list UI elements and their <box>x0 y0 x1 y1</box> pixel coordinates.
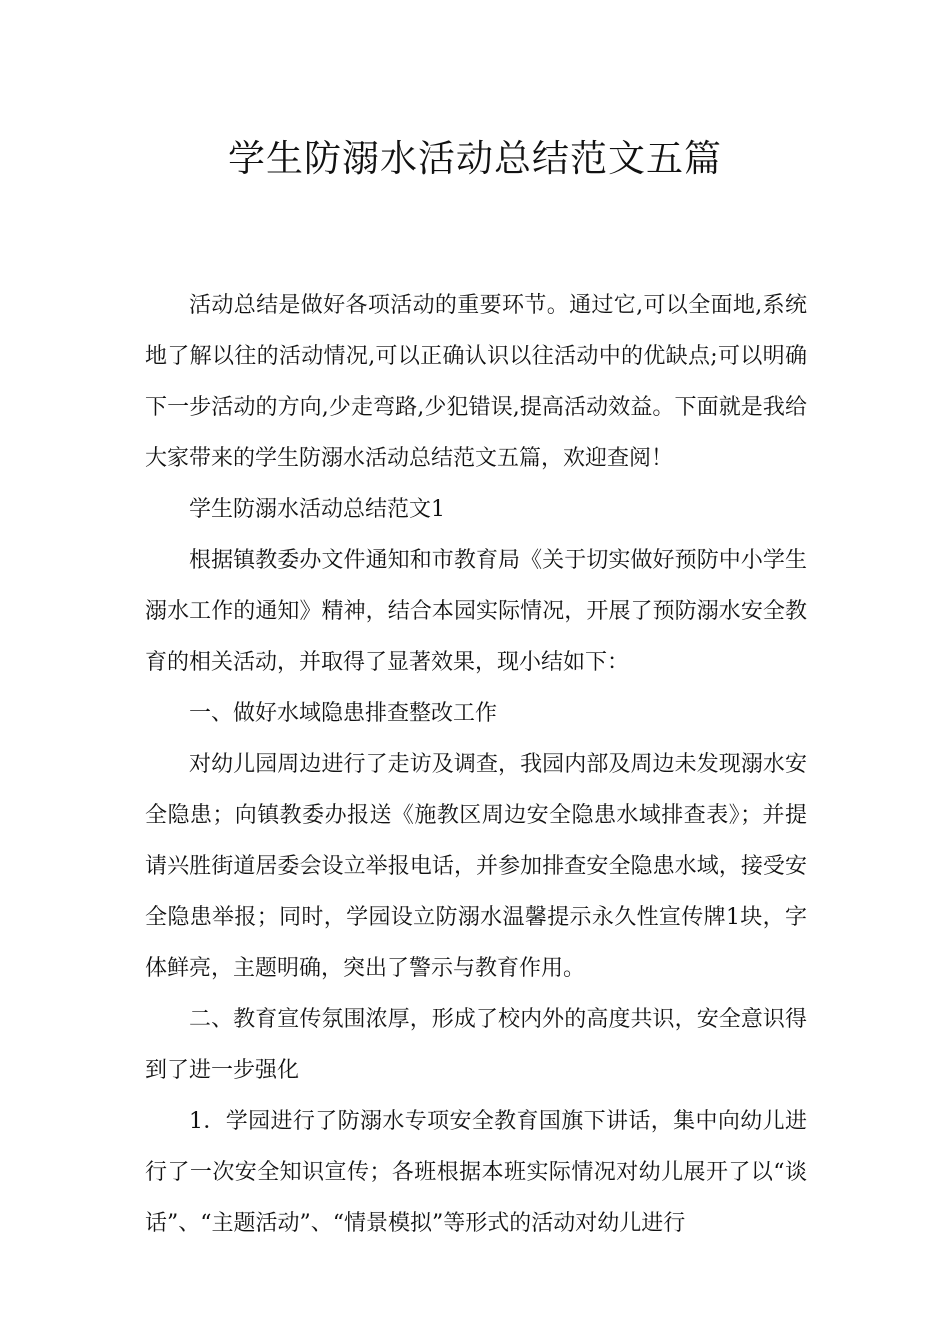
document-body <box>145 280 807 1249</box>
document-title: 学生防溺水活动总结范文五篇 <box>228 137 722 180</box>
section-heading-article-1: 学生防溺水活动总结范文1 <box>189 497 445 522</box>
section-heading-education: 二、教育宣传氛围浓厚，形成了校内外的高度共识，安全意识得到了进一步强化 <box>145 1007 807 1083</box>
body-paragraph: 根据镇教委办文件通知和市教育局《关于切实做好预防中小学生溺水工作的通知》精神，结合本园实际情况，开展了预防溺水安全教育的相关活动，并取得了显著效果，现小结如下： <box>145 548 807 675</box>
body-paragraph: 对幼儿园周边进行了走访及调查，我园内部及周边未发现溺水安全隐患；向镇教委办报送《施教区周边安全隐患水域排查表》；并提请兴胜街道居委会设立举报电话，并参加排查安全隐患水域，接受安全隐患举报；同时，学园设立防溺水温馨提示永久性宣传牌1块，字体鲜亮，主题明确，突出了警示与教育作用。 <box>145 752 807 981</box>
section-heading-hazard-check: 一、做好水域隐患排查整改工作 <box>189 701 498 726</box>
intro-paragraph: 活动总结是做好各项活动的重要环节。通过它,可以全面地,系统地了解以往的活动情况,可以正确认识以往活动中的优缺点;可以明确下一步活动的方向,少走弯路,少犯错误,提高活动效益。下面就是我给大家带来的学生防溺水活动总结范文五篇，欢迎查阅！ <box>145 293 807 471</box>
body-paragraph: 1．学园进行了防溺水专项安全教育国旗下讲话，集中向幼儿进行了一次安全知识宣传；各班根据本班实际情况对幼儿展开了以“谈话”、“主题活动”、“情景模拟”等形式的活动对幼儿进行 <box>145 1109 807 1236</box>
